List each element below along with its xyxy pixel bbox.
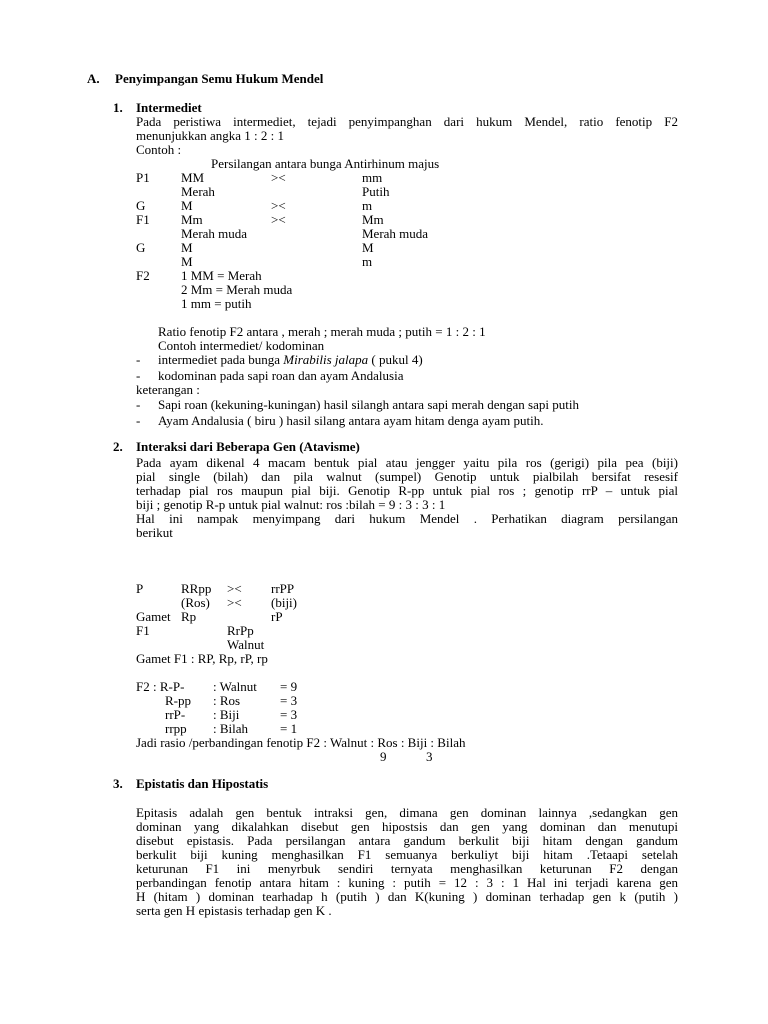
s2-title: Interaksi dari Beberapa Gen (Atavisme) <box>136 439 360 454</box>
cross-right: m <box>362 198 373 213</box>
cross-label: P <box>136 581 144 596</box>
s3-para-line: Epitasis adalah gen bentuk intraksi gen, dimana gen dominan lainnya ,sedangkan gen <box>136 805 678 820</box>
f2-result: 1 MM = Merah <box>181 268 262 283</box>
s3-para-line: perbandingan fenotip antara hitam : kuning : putih = 12 : 3 : 1 Hal ini terjadi karena gen <box>136 875 678 890</box>
cross-right: rP <box>271 609 283 624</box>
keterangan-label: keterangan : <box>136 382 200 397</box>
s3-para-line: disebut epistasis. Pada persilangan antara gandum berkulit biji hitam dengan gandum <box>136 833 678 848</box>
cross-sign: >< <box>271 170 286 185</box>
cross-left: MM <box>181 170 205 185</box>
cross-title: Persilangan antara bunga Antirhinum majus <box>211 156 440 171</box>
rasio-text: Jadi rasio /perbandingan fenotip F2 : Walnut : Ros : Biji : Bilah <box>136 735 466 750</box>
cross-label: G <box>136 240 146 255</box>
f2-phenotype: : Bilah <box>213 721 249 736</box>
s2-para-line: biji ; genotip R-p untuk pial walnut: ros :bilah = 9 : 3 : 3 : 1 <box>136 497 446 512</box>
s2-para-line: berikut <box>136 525 173 540</box>
cross-left: M <box>181 254 193 269</box>
s1-contoh-label: Contoh : <box>136 142 182 157</box>
cross-left: M <box>181 240 193 255</box>
bullet-dash: - <box>136 397 141 412</box>
cross-left: (Ros) <box>181 595 210 610</box>
cross-right: Mm <box>362 212 384 227</box>
bullet-dash: - <box>136 352 141 367</box>
bullet-item: Ayam Andalusia ( biru ) hasil silang antara ayam hitam denga ayam putih. <box>158 413 544 428</box>
f2-genotype: rrpp <box>165 721 187 736</box>
f2-count: = 3 <box>280 707 298 722</box>
rasio-value: 9 <box>380 749 387 764</box>
cross-label: Gamet <box>136 609 171 624</box>
f2-genotype: rrP- <box>165 707 186 722</box>
section-title: Penyimpangan Semu Hukum Mendel <box>115 71 324 86</box>
contoh-intermediet: Contoh intermediet/ kodominan <box>158 338 325 353</box>
cross-left: Merah muda <box>181 226 248 241</box>
bullet-item: Sapi roan (kekuning-kuningan) hasil silangh antara sapi merah dengan sapi putih <box>158 397 579 412</box>
bullet-item: kodominan pada sapi roan dan ayam Andalusia <box>158 368 404 383</box>
s2-para-line: terhadap pial ros maupun pial biji. Genotip R-pp untuk pial ros ; genotip rrP – untuk pial <box>136 483 678 498</box>
cross-sign: >< <box>271 198 286 213</box>
s3-para-line: berkulit biji kuning menghasilkan F1 semuanya berkuliyt biji hitam .Tetaapi setelah <box>136 847 678 862</box>
f2-result: 2 Mm = Merah muda <box>181 282 293 297</box>
s1-para-line: Pada peristiwa intermediet, tejadi penyimpanghan dari hukum Mendel, ratio fenotip F2 <box>136 114 678 129</box>
cross-left: RRpp <box>181 581 212 596</box>
s3-number: 3. <box>113 776 123 791</box>
cross-left: Mm <box>181 212 203 227</box>
s1-title: Intermediet <box>136 100 202 115</box>
s2-para-line: Hal ini nampak menyimpang dari hukum Mendel . Perhatikan diagram persilangan <box>136 511 678 526</box>
rasio-value: 3 <box>426 749 433 764</box>
cross-right: M <box>362 240 374 255</box>
cross-label: P1 <box>136 170 150 185</box>
cross-sign: >< <box>227 581 242 596</box>
gamet-f1: Gamet F1 : RP, Rp, rP, rp <box>136 651 268 666</box>
bullet-item: intermediet pada bunga Mirabilis jalapa ( pukul 4) <box>158 352 423 367</box>
f2-genotype: R-pp <box>165 693 191 708</box>
s2-para-line: Pada ayam dikenal 4 macam bentuk pial atau jengger yaitu pila ros (gerigi) pila pea (biji) <box>136 455 678 470</box>
s2-para-line: pial single (bilah) dan pila walnut (sumpel) Genotip untuk pialbilah bersifat resesif <box>136 469 678 484</box>
ratio-text: Ratio fenotip F2 antara , merah ; merah muda ; putih = 1 : 2 : 1 <box>158 324 486 339</box>
cross-left: Rp <box>181 609 197 624</box>
f2-phenotype: : Walnut <box>213 679 257 694</box>
bullet-dash: - <box>136 413 141 428</box>
cross-label: F1 <box>136 212 150 227</box>
s3-title: Epistatis dan Hipostatis <box>136 776 269 791</box>
cross-left: Merah <box>181 184 215 199</box>
f2-genotype: F2 : R-P- <box>136 679 185 694</box>
s1-number: 1. <box>113 100 123 115</box>
cross-sign: >< <box>271 212 286 227</box>
f2-count: = 9 <box>280 679 298 694</box>
cross-right: Merah muda <box>362 226 429 241</box>
f2-count: = 1 <box>280 721 298 736</box>
section-letter: A. <box>87 71 100 86</box>
s3-para-line: keturunan F1 ini menyrbuk sendiri ternyata menghasilkan keturunan F2 dengan <box>136 861 678 876</box>
s3-para-line: H (hitam ) dominan tearhadap h (putih ) dan K(kuning ) dominan terhadap gen k (putih ) <box>136 889 678 904</box>
s3-para-line: dominan yang dikalahkan disebut gen hipostsis dan gen yang dominan dan menutupi <box>136 819 678 834</box>
cross-right: Putih <box>362 184 390 199</box>
cross-sign: >< <box>227 595 242 610</box>
s1-para-line: menunjukkan angka 1 : 2 : 1 <box>136 128 285 143</box>
cross-left: M <box>181 198 193 213</box>
cross-label: G <box>136 198 146 213</box>
f2-result: 1 mm = putih <box>181 296 252 311</box>
s2-number: 2. <box>113 439 123 454</box>
cross-f1: RrPp <box>227 623 254 638</box>
cross-label: F2 <box>136 268 150 283</box>
cross-label: F1 <box>136 623 150 638</box>
s3-para-line: serta gen H epistasis terhadap gen K . <box>136 903 332 918</box>
cross-right: mm <box>362 170 383 185</box>
bullet-dash: - <box>136 368 141 383</box>
cross-right: (biji) <box>271 595 297 610</box>
f2-phenotype: : Biji <box>213 707 240 722</box>
cross-right: rrPP <box>271 581 295 596</box>
cross-f1: Walnut <box>227 637 265 652</box>
cross-right: m <box>362 254 373 269</box>
f2-count: = 3 <box>280 693 298 708</box>
f2-phenotype: : Ros <box>213 693 241 708</box>
